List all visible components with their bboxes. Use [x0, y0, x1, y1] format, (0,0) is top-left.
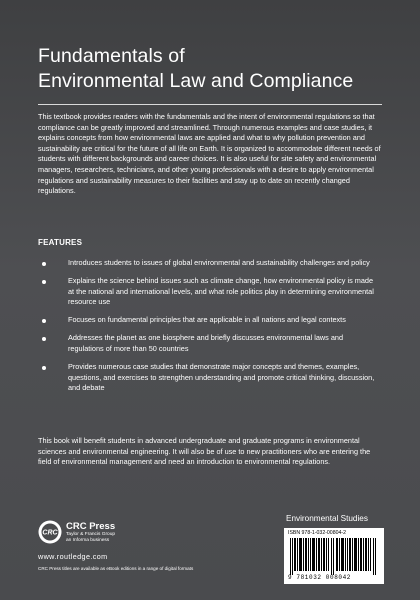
closing-paragraph: This book will benefit students in advanced undergraduate and graduate programs in environmental sciences and environmental engineering. It will also be of use to new practitioners who are entering the field of environmental management and need an introduction to environmental regulations. [38, 436, 371, 467]
bullet-icon [42, 262, 46, 266]
isbn-label: ISBN 978-1-032-00804-2 [288, 530, 346, 536]
feature-text: Focuses on fundamental principles that are applicable in all nations and legal contexts [68, 315, 346, 325]
barcode-bars-icon [290, 538, 376, 575]
feature-item [40, 362, 380, 394]
bullet-icon [42, 280, 46, 284]
bullet-icon [42, 337, 46, 341]
feature-text: Introduces students to issues of global environmental and sustainability challenges and policy [68, 258, 370, 267]
publisher-block [66, 522, 115, 544]
barcode [284, 528, 384, 584]
publisher-group: Taylor & Francis Group [66, 532, 116, 537]
publisher-website: www.routledge.com [38, 552, 108, 561]
bullet-icon [42, 366, 46, 370]
logo-text: CRC [42, 529, 58, 537]
feature-item [40, 315, 380, 326]
features-list [40, 258, 380, 401]
feature-item [40, 276, 380, 308]
barcode-digits: 9 781032 008042 [288, 574, 352, 581]
publisher-name: CRC Press [66, 521, 116, 532]
feature-text: Explains the science behind issues such as climate change, how environmental policy is made at the national and international levels, and what role politics play in determining environmental resource use [68, 276, 374, 307]
publisher-business: an Informa business [66, 538, 110, 543]
ebook-note: CRC Press titles are available as eBook editions in a range of digital formats [38, 566, 194, 571]
intro-paragraph: This textbook provides readers with the fundamentals and the intent of environmental regulations so that compliance can be greatly improved and streamlined. Through numerous examples and case studies, it explains concepts from how environmental laws are applied and what to why pollution prevention and sustainability are critical for the future of all life on Earth. It is organized to accommodate different needs of students with different backgrounds and career choices. It is also useful for site safety and environmental managers, researchers, technicians, and other young professionals with a desire to apply environmental regulations and sustainability measures to their facilities and stay up to date on recently changed regulations. [38, 112, 381, 196]
book-title [38, 44, 388, 94]
crc-press-logo [38, 520, 62, 544]
title-divider [38, 104, 382, 105]
subject-category: Environmental Studies [286, 514, 368, 523]
feature-item [40, 258, 380, 269]
bullet-icon [42, 319, 46, 323]
feature-text: Addresses the planet as one biosphere and briefly discusses environmental laws and regulations of more than 50 countries [68, 333, 344, 354]
title-line-2: Environmental Law and Compliance [38, 70, 354, 92]
feature-item [40, 333, 380, 354]
feature-text: Provides numerous case studies that demonstrate major concepts and themes, examples, questions, and exercises to strengthen understanding and promote critical thinking, discussion, and debate [68, 362, 375, 393]
features-heading: FEATURES [38, 238, 83, 247]
title-line-1: Fundamentals of [38, 45, 185, 67]
